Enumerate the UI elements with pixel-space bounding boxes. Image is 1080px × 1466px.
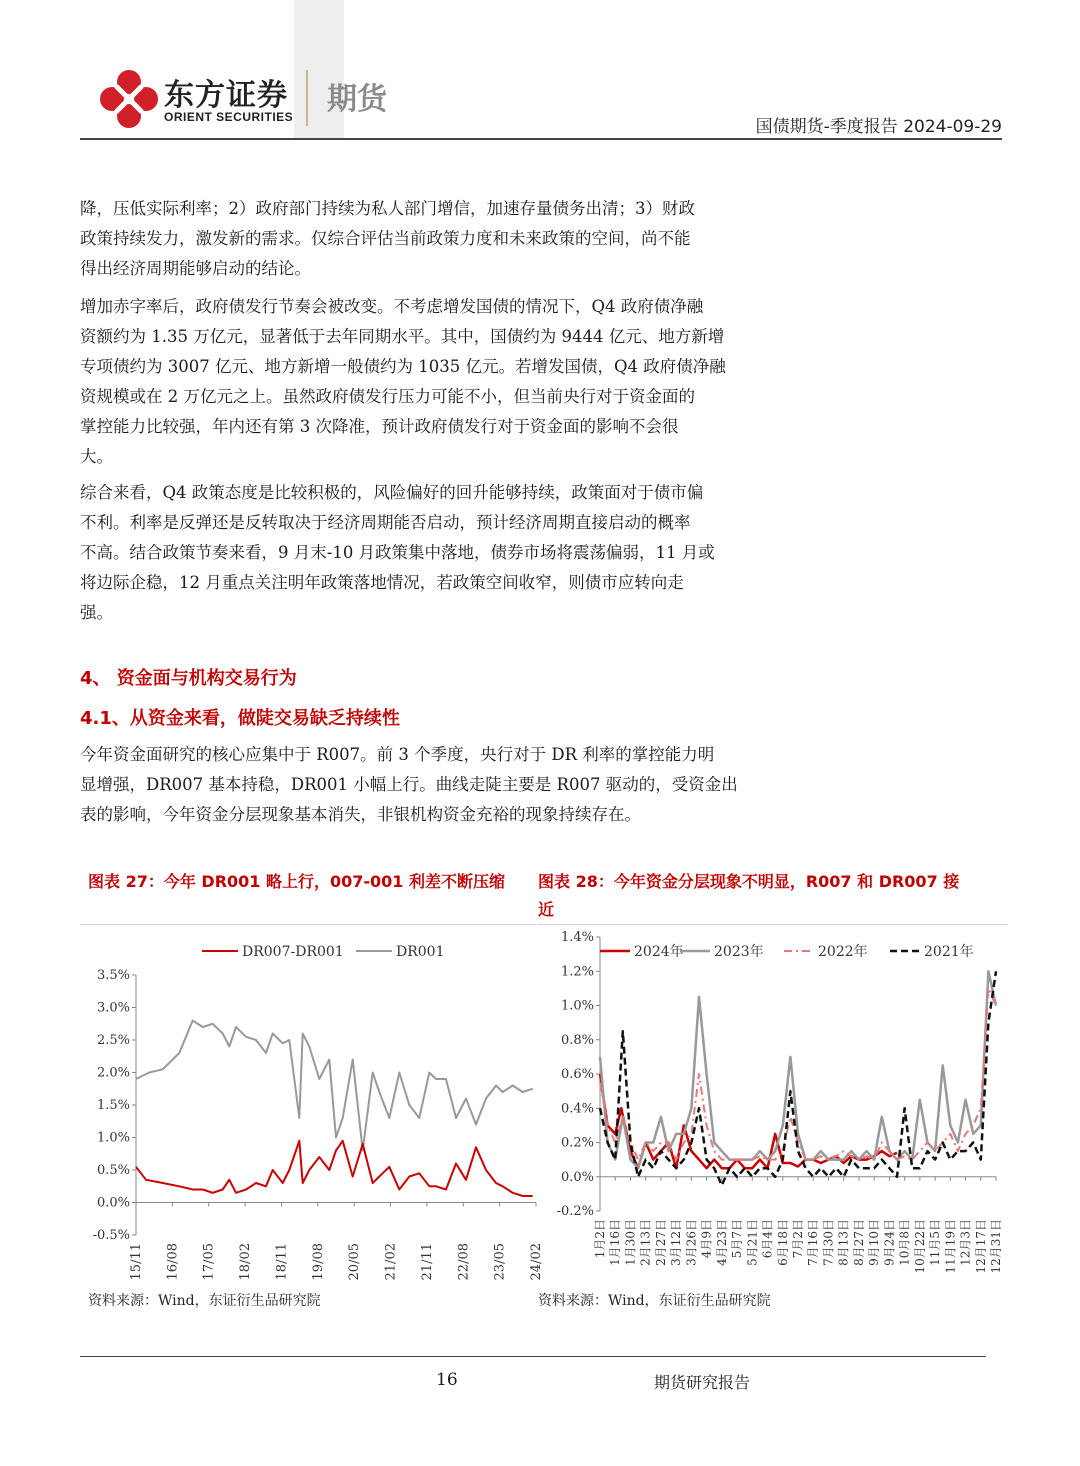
p2-line: 掌控能力比较强，年内还有第 3 次降准，预计政府债发行对于资金面的影响不会很 (80, 417, 679, 436)
report-info: 国债期货-季度报告 2024-09-29 (755, 117, 1002, 137)
x-tick-label: 19/08 (310, 1243, 326, 1281)
footer-rule (80, 1356, 986, 1357)
x-tick-label: 21/11 (419, 1243, 435, 1281)
y-tick-label: -0.2% (556, 1204, 594, 1219)
p1-line: 得出经济周期能够启动的结论。 (80, 259, 311, 278)
header-rule (80, 138, 1002, 140)
x-tick-label: 7月16日 (806, 1219, 821, 1266)
y-tick-label: 0.2% (560, 1135, 594, 1151)
x-tick-label: 18/02 (238, 1243, 254, 1281)
footer-text: 期货研究报告 (654, 1373, 751, 1392)
y-tick-label: 1.0% (560, 998, 594, 1014)
legend-label: 2024年 (634, 944, 684, 960)
figure-27-title: 图表 27：今年 DR001 略上行，007-001 利差不断压缩 (88, 872, 505, 891)
p2-line: 专项债约为 3007 亿元、地方新增一般债约为 1035 亿元。若增发国债，Q4 政府债净融 (80, 357, 726, 376)
legend-label: 2023年 (714, 944, 764, 960)
y-tick-label: 1.5% (96, 1098, 130, 1113)
orient-securities-logo-icon (98, 68, 160, 130)
p3-line: 强。 (80, 603, 113, 622)
legend-label: DR007-DR001 (242, 944, 344, 960)
brand-name-en: ORIENT SECURITIES (164, 110, 294, 124)
figure-28-title (538, 868, 1008, 924)
y-tick-label: -0.5% (92, 1228, 130, 1243)
x-tick-label: 6月4日 (760, 1219, 775, 1259)
y-tick-label: 0.5% (96, 1163, 130, 1178)
x-tick-label: 5月7日 (730, 1219, 745, 1259)
x-tick-label: 7月2日 (791, 1219, 805, 1259)
y-tick-label: 0.4% (560, 1101, 594, 1117)
figure-28-title-line: 图表 28：今年资金分层现象不明显，R007 和 DR007 接 (538, 872, 960, 891)
x-tick-label: 8月27日 (851, 1219, 866, 1266)
x-tick-label: 6月18日 (775, 1219, 790, 1266)
y-tick-label: 1.4% (560, 930, 594, 945)
x-tick-label: 17/05 (201, 1243, 217, 1281)
x-tick-label: 3月12日 (669, 1219, 684, 1266)
source-right: 资料来源：Wind，东证衍生品研究院 (538, 1293, 771, 1309)
x-tick-label: 12月17日 (973, 1219, 988, 1274)
x-tick-label: 4月23日 (714, 1219, 729, 1266)
p2-line: 资额约为 1.35 万亿元，显著低于去年同期水平。其中，国债约为 9444 亿元、地方新增 (80, 327, 725, 346)
section-heading-4: 4、 资金面与机构交易行为 (80, 668, 297, 689)
chart-funding-tiers (538, 925, 1008, 1287)
series-line-2023 (600, 971, 996, 1168)
x-tick-label: 18/11 (274, 1243, 290, 1281)
y-tick-label: 2.0% (96, 1065, 130, 1081)
x-tick-label: 21/02 (383, 1243, 399, 1281)
x-tick-label: 23/05 (492, 1243, 508, 1281)
chart-dr-spread (80, 925, 544, 1287)
x-tick-label: 8月13日 (836, 1219, 851, 1266)
p3-line: 综合来看，Q4 政策态度是比较积极的，风险偏好的回升能够持续，政策面对于债市偏 (80, 483, 704, 502)
legend-label: 2022年 (818, 944, 868, 960)
p2-line: 资规模或在 2 万亿元之上。虽然政府债发行压力可能不小，但当前央行对于资金面的 (80, 387, 695, 406)
p1-line: 降，压低实际利率；2）政府部门持续为私人部门增信，加速存量债务出清；3）财政 (80, 199, 695, 218)
y-tick-label: 0.8% (560, 1032, 594, 1048)
x-tick-label: 12月3日 (958, 1219, 973, 1266)
legend-label: 2021年 (924, 944, 974, 960)
paragraph-1 (80, 194, 798, 284)
x-tick-label: 9月24日 (882, 1219, 897, 1266)
section-heading-4-1: 4.1、从资金来看，做陡交易缺乏持续性 (80, 708, 400, 729)
figure-28-title-line: 近 (538, 900, 555, 919)
figure-28-box (538, 924, 1008, 1287)
y-tick-label: 1.0% (96, 1130, 130, 1146)
p4-line: 显增强，DR007 基本持稳，DR001 小幅上行。曲线走陡主要是 R007 驱动的，受资金出 (80, 775, 738, 794)
p2-line: 增加赤字率后，政府债发行节奏会被改变。不考虑增发国债的情况下，Q4 政府债净融 (80, 297, 704, 316)
p1-line: 政策持续发力，激发新的需求。仅综合评估当前政策力度和未来政策的空间，尚不能 (80, 229, 691, 248)
y-tick-label: 0.0% (96, 1195, 130, 1211)
x-tick-label: 2月13日 (638, 1219, 653, 1266)
y-tick-label: 0.6% (560, 1067, 594, 1082)
y-tick-label: 0.0% (560, 1169, 594, 1185)
x-tick-label: 4月9日 (699, 1219, 714, 1259)
x-tick-label: 1月2日 (593, 1219, 607, 1259)
y-tick-label: 3.0% (96, 1000, 130, 1016)
x-tick-label: 12月31日 (989, 1219, 1003, 1274)
series-line-dr-spread (136, 1141, 533, 1196)
series-line-2021 (600, 971, 996, 1185)
p3-line: 不利。利率是反弹还是反转取决于经济周期能否启动，预计经济周期直接启动的概率 (80, 513, 691, 532)
paragraph-2 (80, 292, 798, 472)
series-line-dr001 (136, 1021, 533, 1151)
p4-line: 今年资金面研究的核心应集中于 R007。前 3 个季度，央行对于 DR 利率的掌控能力明 (80, 745, 715, 764)
y-tick-label: 3.5% (96, 968, 130, 983)
x-tick-label: 3月26日 (684, 1219, 699, 1266)
x-tick-label: 1月30日 (623, 1219, 638, 1266)
p3-line: 将边际企稳，12 月重点关注明年政策落地情况，若政策空间收窄，则债市应转向走 (80, 573, 684, 592)
x-tick-label: 24/02 (529, 1243, 544, 1281)
x-tick-label: 11月19日 (943, 1219, 958, 1274)
y-tick-label: 1.2% (560, 964, 594, 980)
x-tick-label: 11月5日 (928, 1219, 943, 1266)
p2-line: 大。 (80, 447, 113, 466)
x-tick-label: 16/08 (165, 1243, 181, 1281)
x-tick-label: 2月27日 (653, 1219, 668, 1266)
paragraph-3 (80, 478, 798, 628)
x-tick-label: 5月21日 (745, 1219, 760, 1266)
legend-label: DR001 (396, 944, 445, 960)
paragraph-4 (80, 740, 798, 830)
x-tick-label: 10月8日 (897, 1219, 912, 1266)
brand-division: 期货 (327, 82, 387, 117)
brand-name-cn: 东方证券 (164, 78, 288, 113)
x-tick-label: 10月22日 (912, 1219, 927, 1274)
p4-line: 表的影响，今年资金分层现象基本消失，非银机构资金充裕的现象持续存在。 (80, 805, 641, 824)
brand-divider (306, 70, 308, 126)
x-tick-label: 7月30日 (821, 1219, 836, 1266)
y-tick-label: 2.5% (96, 1033, 130, 1048)
figure-27-box (80, 924, 544, 1287)
x-tick-label: 9月10日 (867, 1219, 882, 1266)
page-number: 16 (436, 1370, 458, 1390)
source-left: 资料来源：Wind，东证衍生品研究院 (88, 1293, 321, 1309)
x-tick-label: 20/05 (347, 1243, 363, 1281)
p3-line: 不高。结合政策节奏来看，9 月末-10 月政策集中落地，债券市场将震荡偏弱，11 月或 (80, 543, 715, 562)
x-tick-label: 15/11 (129, 1243, 144, 1281)
x-tick-label: 1月16日 (608, 1219, 623, 1266)
x-tick-label: 22/08 (456, 1243, 472, 1281)
